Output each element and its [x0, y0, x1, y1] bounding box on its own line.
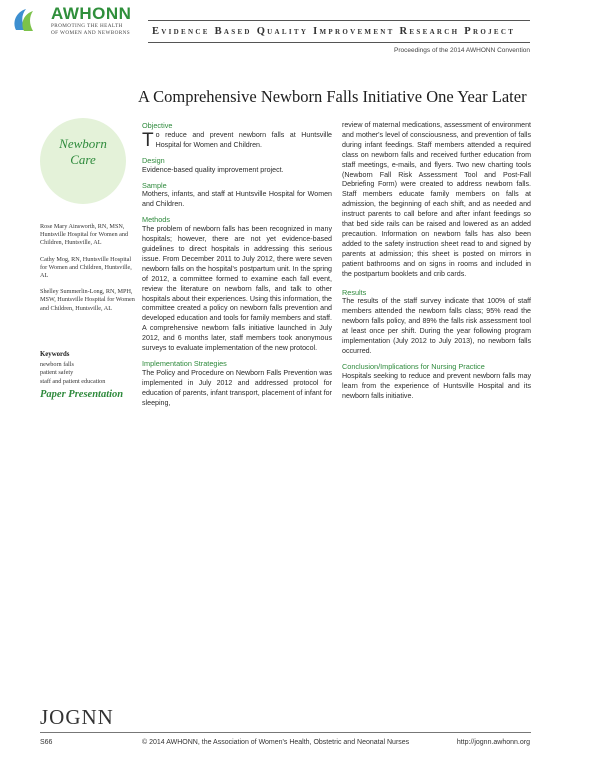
awhonn-logo-icon — [10, 6, 50, 36]
sample-text: Mothers, infants, and staff at Huntsville Hospital for Women and Children. — [142, 190, 332, 209]
body-column-right — [342, 121, 531, 406]
logo-name: AWHONN — [51, 4, 132, 23]
journal-logo: JOGNN — [40, 705, 114, 729]
body-column-left — [142, 121, 332, 413]
footer-rule — [40, 732, 531, 733]
objective-body: o reduce and prevent newborn falls at Huntsville Hospital for Women and Children. — [155, 130, 332, 149]
header-rule — [148, 20, 530, 21]
implementation-text-continued: review of maternal medications, assessment of environment and mother's level of consciousness, and prevention of falls during infant feedings. Staff members attended a required class on newborn falls and received further education from staff meetings, e-mails, and flyers. Two new charting tools (Newborn Fall Risk Assessment Tool and Post-Fall Debriefing Form) were created to address newborn falls. Staff members educate family members on falls at admission, the beginning of each shift, and as needed and instruct parents to call before and after infant feedings so that bed side rails can be raised and lowered as an added precaution. Information on newborn falls has also been added to the safety instruction sheet read to and signed by parents at admission; this sheet is posted on mirrors in patient bathrooms and on signs in rooms and included in the postpartum booklets and crib cards. — [342, 121, 531, 278]
design-text: Evidence-based quality improvement project. — [142, 165, 284, 174]
methods-text: The problem of newborn falls has been recognized in many hospitals; however, there are not yet evidence-based guidelines to direct hospitals in addressing this serious issue. From December 2011 to July 2012, there were seven newborn falls on the hospital's postpartum unit. In the spring of 2012, a committee formed to examine each fall event, review the literature on newborn falls, and talk to other hospitals about their experiences. Using this information, the committee created a policy on newborn falls prevention and developed education and tools for family members and staff. A comprehensive newborn falls initiative launched in July 2012, and 6 months later, staff members took anonymous surveys to evaluate implementation of the new protocol. — [142, 225, 332, 353]
article-title: A Comprehensive Newborn Falls Initiative One Year Later — [138, 87, 527, 106]
topic-label — [40, 136, 126, 168]
section-heading-design: Design — [142, 155, 165, 165]
keyword: newborn falls — [40, 361, 74, 368]
keywords-heading: Keywords — [40, 351, 70, 358]
section-heading-methods: Methods — [142, 215, 170, 225]
topic-label-line: Newborn — [59, 136, 107, 151]
implementation-text: The Policy and Procedure on Newborn Falls Prevention was implemented in July 2012 and addressed protocol for education of parents, infant transport, placement of infant for sleeping, — [142, 368, 332, 407]
keyword: patient safety — [40, 369, 74, 377]
series-title: Evidence Based Quality Improvement Research Project — [152, 26, 516, 37]
author-list — [40, 223, 138, 321]
presentation-type: Paper Presentation — [40, 389, 124, 400]
section-heading-sample: Sample — [142, 180, 167, 190]
keyword: staff and patient education — [40, 377, 106, 385]
section-heading-implementation: Implementation Strategies — [142, 358, 227, 368]
author-affiliation: Cathy Mog, RN, Huntsville Hospital for Women and Children, Huntsville, AL — [40, 255, 132, 280]
copyright-notice: © 2014 AWHONN, the Association of Women's Health, Obstetric and Neonatal Nurses — [142, 739, 410, 746]
topic-label-line: Care — [70, 152, 96, 167]
conclusion-text: Hospitals seeking to reduce and prevent newborn falls may learn from the experience of Huntsville Hospital and its newborn falls initiative. — [342, 371, 531, 400]
proceedings-note: Proceedings of the 2014 AWHONN Convention — [394, 47, 530, 54]
journal-url[interactable]: http://jognn.awhonn.org — [456, 739, 530, 746]
page-number: S66 — [40, 739, 53, 746]
section-heading-objective: Objective — [142, 121, 173, 130]
drop-cap: T — [142, 129, 154, 151]
author-affiliation: Shelley Summerlin-Long, RN, MPH, MSW, Huntsville Hospital for Women and Children, Huntsville, AL — [40, 288, 135, 312]
logo-tagline: PROMOTING THE HEALTH OF WOMEN AND NEWBORNS — [51, 23, 131, 36]
section-heading-results: Results — [342, 287, 367, 297]
author-affiliation: Rose Mary Ainsworth, RN, MSN, Huntsville Hospital for Women and Children, Huntsville, AL — [40, 223, 129, 247]
keywords-list — [40, 361, 105, 386]
objective-text — [142, 131, 332, 151]
section-heading-conclusion: Conclusion/Implications for Nursing Practice — [342, 361, 485, 371]
results-text: The results of the staff survey indicate that 100% of staff members attended the newborn falls class; 95% read the newborn falls policy, and 89% the falls risk assessment tool at least once per shift. During the year following program implementation (July 2012 to July 2013), no newborn falls occurred. — [342, 297, 531, 355]
header-rule — [148, 42, 530, 43]
